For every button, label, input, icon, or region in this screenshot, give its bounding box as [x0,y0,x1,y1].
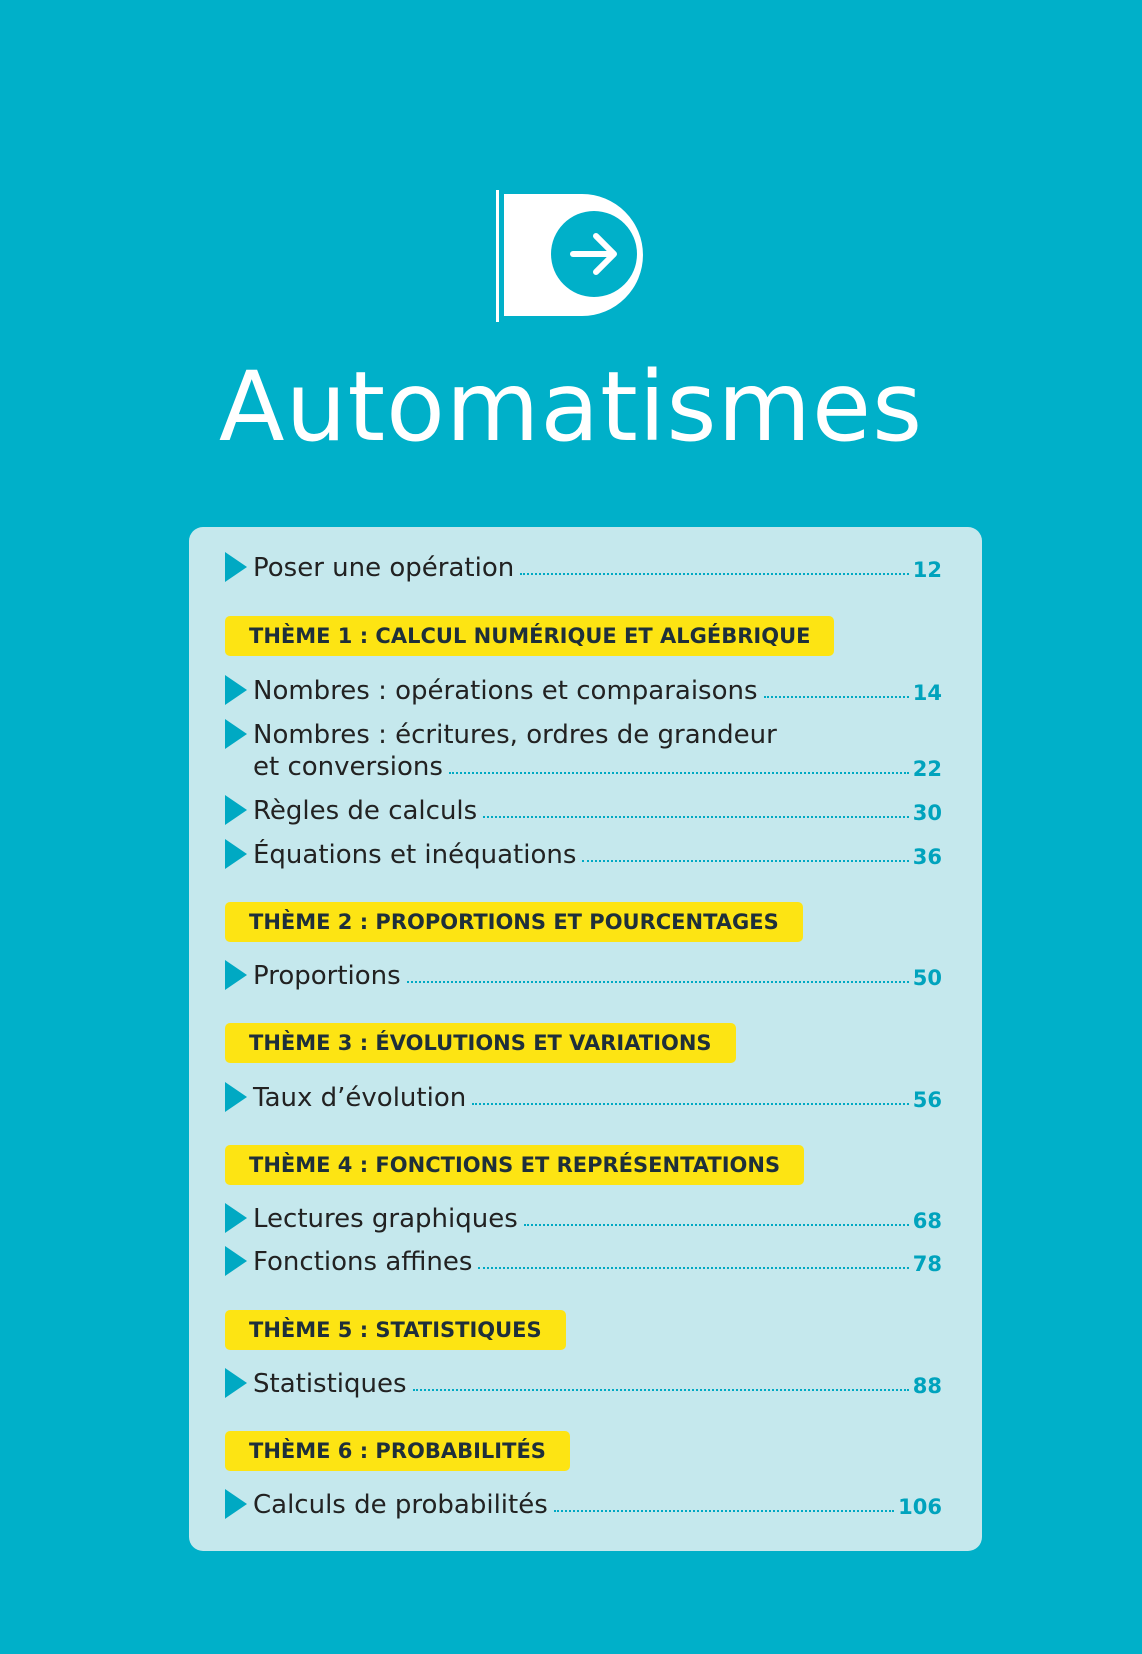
toc-entry-statistiques[interactable] [225,1368,942,1400]
dot-leader [407,980,909,983]
triangle-bullet-icon [225,1368,247,1398]
toc-entry-label-line2: et conversions [253,752,443,782]
toc-entry-label: Taux d’évolution [253,1083,467,1113]
triangle-bullet-icon [225,1246,247,1276]
toc-page-number: 30 [912,801,942,825]
toc-entry-label: Fonctions affines [253,1247,473,1277]
dot-leader [582,859,908,862]
toc-page-number: 50 [912,966,942,990]
toc-entry-taux-evolution[interactable] [225,1082,942,1114]
toc-entry-label: Statistiques [253,1369,407,1399]
toc-entry-label: Équations et inéquations [253,840,577,870]
toc-entry-equations[interactable] [225,839,942,871]
toc-entry-label: Poser une opération [253,553,515,583]
triangle-bullet-icon [225,552,247,582]
dot-leader [449,771,909,774]
toc-entry-proportions[interactable] [225,960,942,992]
toc-entry-label: Nombres : opérations et comparaisons [253,676,758,706]
triangle-bullet-icon [225,960,247,990]
toc-page-number: 88 [912,1374,942,1398]
arrow-right-circle-icon [496,190,646,322]
triangle-bullet-icon [225,1203,247,1233]
triangle-bullet-icon [225,719,247,749]
toc-page-number: 56 [912,1088,942,1112]
toc-entry-label-line1: Nombres : écritures, ordres de grandeur [253,720,777,750]
toc-entry-probabilites[interactable] [225,1489,942,1521]
toc-entry-label: Lectures graphiques [253,1204,518,1234]
toc-entry-poser-operation[interactable] [225,552,942,584]
theme-5-header: THÈME 5 : STATISTIQUES [225,1310,566,1350]
toc-entry-lectures-graphiques[interactable] [225,1203,942,1235]
dot-leader [520,572,909,575]
dot-leader [472,1102,909,1105]
toc-entry-label: Proportions [253,961,401,991]
toc-entry-fonctions-affines[interactable] [225,1246,942,1278]
dot-leader [478,1266,908,1269]
toc-page-number: 36 [912,845,942,869]
triangle-bullet-icon [225,1082,247,1112]
toc-page-number: 22 [912,757,942,781]
table-of-contents [189,527,982,1551]
dot-leader [413,1388,909,1391]
triangle-bullet-icon [225,675,247,705]
toc-entry-nombres-ecritures[interactable] [225,719,942,783]
triangle-bullet-icon [225,1489,247,1519]
toc-page-number: 106 [898,1495,942,1519]
toc-page-number: 78 [912,1252,942,1276]
theme-3-header: THÈME 3 : ÉVOLUTIONS ET VARIATIONS [225,1023,736,1063]
toc-entry-label: Règles de calculs [253,796,478,826]
triangle-bullet-icon [225,795,247,825]
theme-2-header: THÈME 2 : PROPORTIONS ET POURCENTAGES [225,902,803,942]
toc-page-number: 68 [912,1209,942,1233]
page-title: Automatismes [218,351,924,463]
dot-leader [483,815,909,818]
toc-entry-label: Calculs de probabilités [253,1490,548,1520]
toc-page-number: 14 [912,681,942,705]
dot-leader [554,1509,894,1512]
dot-leader [764,695,909,698]
toc-page-number: 12 [912,558,942,582]
toc-entry-regles-calculs[interactable] [225,795,942,827]
theme-4-header: THÈME 4 : FONCTIONS ET REPRÉSENTATIONS [225,1145,804,1185]
toc-entry-nombres-operations[interactable] [225,675,942,707]
dot-leader [524,1223,909,1226]
theme-6-header: THÈME 6 : PROBABILITÉS [225,1431,570,1471]
theme-1-header: THÈME 1 : CALCUL NUMÉRIQUE ET ALGÉBRIQUE [225,616,834,656]
triangle-bullet-icon [225,839,247,869]
